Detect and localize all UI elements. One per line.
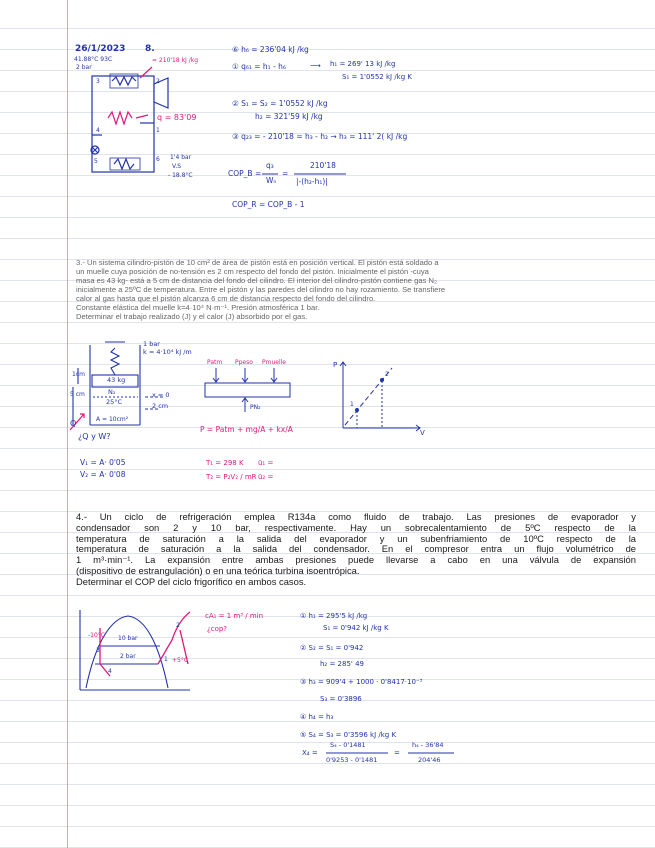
cop-question: ¿cop? — [207, 625, 228, 633]
u1-label: ū₁ = — [258, 459, 274, 467]
s5n1: S₄ - 0'1481 — [330, 741, 366, 749]
problem4-line: condensador son 2 y 10 bar, respectivamente. Hay un sobrecalentamiento de 5ºC respecto de la — [76, 521, 636, 533]
problem4-line: 1 m³·min⁻¹. La expansión entre ambas presiones puede llevarse a cabo en una válvula de expansión — [76, 554, 636, 566]
problem3-line: Constante elástica del muelle k=4·10⁴ N·m⁻¹. Presión atmosférica 1 bar. — [76, 303, 320, 312]
v1-label: V₁ = A· 0'05 — [80, 458, 126, 467]
left-pressure-label: 2 bar — [76, 64, 92, 71]
x0-label: x = 0 — [152, 391, 170, 399]
q-label: Q — [70, 419, 77, 428]
pv-v-axis: V — [420, 429, 425, 437]
h5-label: 5 cm — [70, 391, 85, 398]
problem-number: 8. — [145, 44, 155, 54]
cop-den: Wₙ — [266, 176, 277, 185]
mass-label: 43 kg — [107, 376, 126, 384]
s2a: ② S₂ = S₁ = 0'942 — [300, 644, 364, 652]
t2-label: T₂ = P₂V₂ / mR — [206, 473, 257, 481]
question-label: ¿Q y W? — [78, 432, 111, 441]
cop-label: COP_B = — [228, 169, 262, 178]
problem4-line: Determinar el COP del ciclo frigorífico en ambos casos. — [76, 575, 307, 587]
node-label: 1 — [156, 127, 160, 134]
s5d1: 0'9253 - 0'1481 — [326, 756, 378, 764]
problem3-line: Determinar el trabajo realizado (J) y el calor (J) absorbido por el gas. — [76, 312, 308, 321]
step1-left: ① q₆₁ = h₁ - h₆ — [232, 62, 286, 71]
ts-point-3: 3 — [96, 647, 100, 654]
s1b: S₁ = 0'942 kJ /kg K — [323, 624, 389, 632]
problem4-line: temperatura de saturación a la salida del condensador. En el compresor entra un flujo volumétrico de — [76, 543, 636, 555]
k-label: k = 4·10⁴ kJ /m — [143, 348, 192, 356]
plus5-label: +5°C — [172, 657, 189, 664]
pv-p-axis: P — [333, 361, 338, 369]
node-label: 6 — [156, 156, 160, 163]
ts-point-4: 4 — [108, 668, 112, 675]
pv-point-1: 1 — [350, 401, 354, 408]
atm-label: 1 bar — [143, 340, 160, 348]
s5x: X₄ = — [302, 749, 318, 757]
problem3-line: masa es 43 kg- está a 5 cm de distancia del fondo del cilindro. El interior del cilindro-pistón contiene gas N₂ — [76, 276, 437, 285]
p-muelle-label: Pmuelle — [262, 359, 286, 366]
problem4-line: 4.- Un ciclo de refrigeración emplea R134a como fluido de trabajo. Las presiones de evaporador y — [76, 511, 636, 522]
minus10-label: -10°C — [88, 632, 105, 639]
problem3-line: inicialmente a 25ºC de temperatura. Entre el pistón y las paredes del cilindro no hay rozamiento. Se transfiere — [76, 285, 446, 294]
side-vs: V.S — [172, 163, 182, 170]
pv-point-2: 2 — [385, 371, 389, 378]
cop-num2: 210'18 — [310, 161, 336, 170]
s2b: h₂ = 285' 49 — [320, 660, 364, 668]
cop-r: COP_R = COP_B - 1 — [232, 200, 305, 209]
node-label: 2 — [156, 78, 160, 85]
problem4-line: (dispositivo de estrangulación) o en una teórica turbina isoentrópica. — [76, 564, 360, 576]
flow-label: cA₁ = 1 m³ / min — [205, 612, 264, 620]
u2-label: ū₂ = — [258, 473, 274, 481]
cop-eq: = — [282, 169, 289, 178]
step3: ③ q₂₃ = - 210'18 = h₃ - h₂ → h₃ = 111' 2( kJ /kg — [232, 132, 408, 141]
node-label: 4 — [96, 127, 100, 134]
s3a: ③ h₃ = 909'4 + 1000 · 0'8417·10⁻³ — [300, 678, 423, 686]
step6: ⑥ h₆ = 236'04 kJ /kg — [232, 45, 309, 54]
temp-label: 25°C — [106, 398, 123, 406]
p-equation: P = Patm + mg/A + kx/A — [200, 425, 293, 434]
left-temp-label: 41.88°C 93C — [74, 56, 113, 63]
step1-h1: h₁ = 269' 13 kJ /kg — [330, 60, 396, 68]
heat-out-label: = 210'18 kJ /kg — [152, 57, 199, 64]
node-label: 5 — [94, 158, 98, 165]
date: 26/1/2023 — [75, 44, 126, 54]
t1-label: T₁ = 298 K — [206, 459, 244, 467]
p-n2-label: PN₂ — [250, 404, 261, 411]
s5a: ⑤ S₄ = S₃ = 0'3596 kJ /kg K — [300, 731, 397, 739]
s1a: ① h₁ = 295'5 kJ /kg — [300, 612, 368, 620]
p10-label: 10 bar — [118, 635, 138, 642]
ts-point-1: 1 — [164, 656, 168, 663]
problem3-line: un muelle cuya posición de no-tensión es 2 cm respecto del fondo del pistón. Inicialmente el pistón -cuya — [76, 267, 429, 276]
s4: ④ h₄ = h₃ — [300, 713, 334, 721]
heat-in-label: q = 83'09 — [157, 113, 197, 122]
step1-arrow: ⟶ — [310, 61, 321, 70]
s5d2: 204'46 — [418, 756, 441, 764]
p-atm-label: Patm — [207, 359, 223, 366]
x2-label: 2 cm — [152, 402, 169, 410]
problem4-line: temperatura de saturación a la salida del evaporador y un subenfriamiento de 10ºC respecto de la — [76, 532, 636, 544]
area-label: A = 10cm² — [96, 416, 129, 423]
p2-label: 2 bar — [120, 653, 136, 660]
gas-label: N₂ — [108, 388, 116, 396]
cop-den2: |-(h₂-h₁)| — [296, 177, 328, 186]
step2-line1: ② S₁ = S₂ = 1'0552 kJ /kg — [232, 99, 328, 108]
s5eq: = — [394, 749, 400, 757]
step1-s1: S₁ = 1'0552 kJ /kg K — [342, 73, 412, 81]
p-peso-label: Ppeso — [235, 359, 253, 366]
v2-label: V₂ = A· 0'08 — [80, 470, 126, 479]
side-temp: - 18.8°C — [168, 172, 193, 179]
step2-line2: h₂ = 321'59 kJ /kg — [255, 112, 323, 121]
ts-point-2: 2 — [176, 622, 180, 629]
s5n2: h₄ - 36'84 — [412, 741, 444, 749]
problem3-line: 3.- Un sistema cilindro-pistón de 10 cm² de área de pistón está en posición vertical. El pistón está soldado a — [76, 258, 439, 267]
h1-label: 1cm — [72, 371, 85, 378]
node-label: 3 — [96, 78, 100, 85]
side-pressure: 1'4 bar — [170, 154, 192, 161]
s3b: S₃ = 0'3896 — [320, 695, 362, 703]
problem3-line: calor al gas hasta que el pistón alcanza 6 cm de distancia respecto del fondo del cilindro. — [76, 294, 376, 303]
cop-num: q₃ — [266, 161, 274, 170]
